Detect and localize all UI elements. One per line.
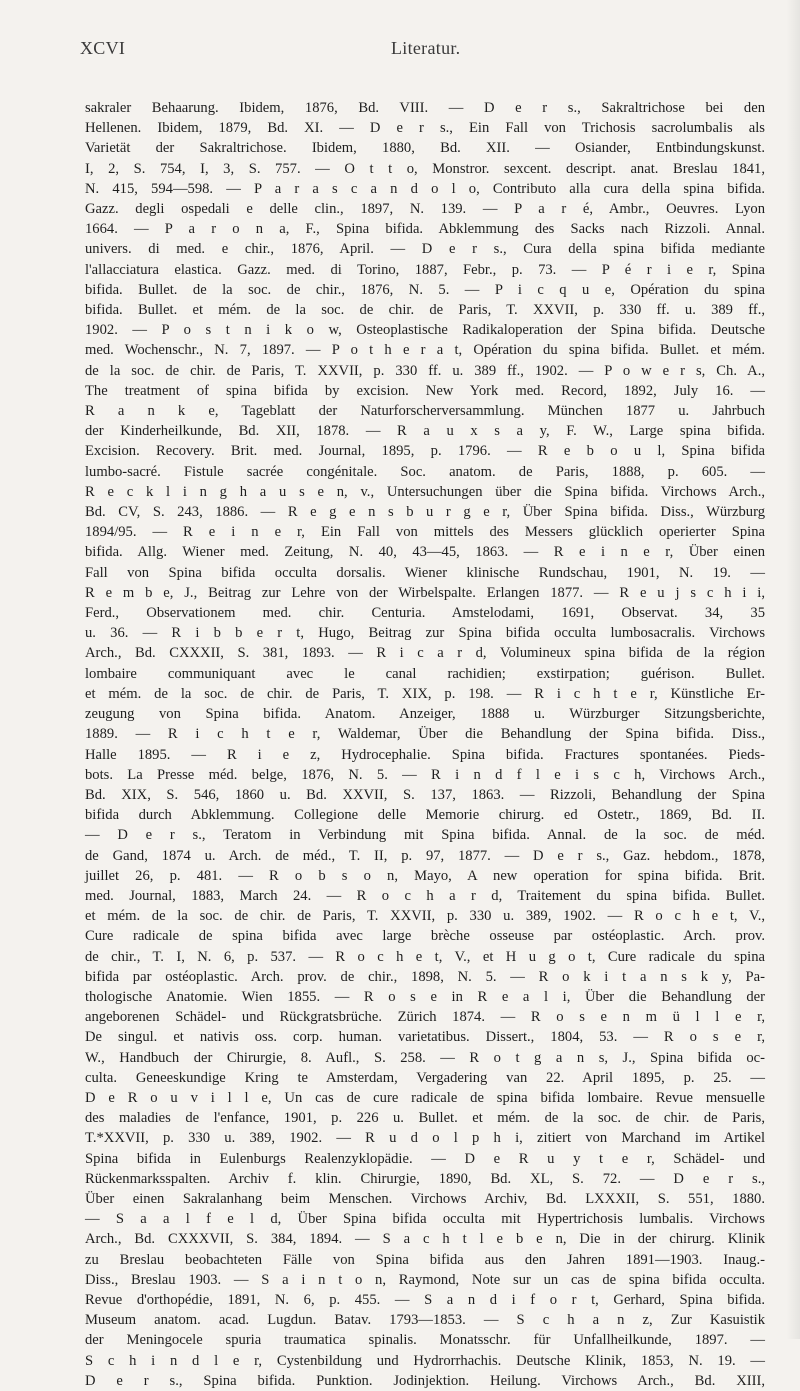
text-line: angeborenen Schädel- und Rückgratsbrüche. Zürich 1874. — R o s e n m ü l l e r, xyxy=(85,1009,765,1026)
text-line: De singul. et nativis oss. corp. human. varietatibus. Dissert., 1804, 53. — R o s e r, xyxy=(85,1029,765,1046)
text-line: 1889. — R i c h t e r, Waldemar, Über die Behandlung der Spina bifida. Diss., xyxy=(85,726,765,743)
text-line: Diss., Breslau 1903. — S a i n t o n, Raymond, Note sur un cas de spina bifida occulta. xyxy=(85,1271,765,1288)
text-line: bifida. Bullet. et mém. de la soc. de chir. de Paris, T. XXVII, p. 330 ff. u. 389 ff., xyxy=(85,302,765,319)
text-line: med. Journal, 1883, March 24. — R o c h a r d, Traitement du spina bifida. Bullet. xyxy=(85,887,765,904)
text-line: Excision. Recovery. Brit. med. Journal, 1895, p. 1796. — R e b o u l, Spina bifida xyxy=(85,443,765,460)
text-line: 1902. — P o s t n i k o w, Osteoplastische Radikaloperation der Spina bifida. Deutsche xyxy=(85,322,765,339)
text-line: — S a a l f e l d, Über Spina bifida occulta mit Hypertrichosis lumbalis. Virchows xyxy=(85,1211,765,1228)
text-line: der Kinderheilkunde, Bd. XII, 1878. — R a u x s a y, F. W., Large spina bifida. xyxy=(85,423,765,440)
text-line: T.*XXVII, p. 330 u. 389, 1902. — R u d o l p h i, zitiert von Marchand im Artikel xyxy=(85,1130,765,1147)
text-line: Rückenmarksspalten. Archiv f. klin. Chirurgie, 1890, Bd. XL, S. 72. — D e r s., xyxy=(85,1170,765,1187)
text-line: Bd. CV, S. 243, 1886. — R e g e n s b u r g e r, Über Spina bifida. Diss., Würzburg xyxy=(85,504,765,521)
text-line: Gazz. degli ospedali e delle clin., 1897, N. 139. — P a r é, Ambr., Oeuvres. Lyon xyxy=(85,201,765,218)
text-line: univers. di med. e chir., 1876, April. — D e r s., Cura della spina bifida mediante xyxy=(85,241,765,258)
text-line: de la soc. de chir. de Paris, T. XXVII, p. 330 ff. u. 389 ff., 1902. — P o w e r s, Ch. A., xyxy=(85,362,765,379)
text-line: Ferd., Observationem med. chir. Centuria. Amstelodami, 1691, Observat. 34, 35 xyxy=(85,605,765,622)
text-line: u. 36. — R i b b e r t, Hugo, Beitrag zur Spina bifida occulta lumbosacralis. Virchows xyxy=(85,625,765,642)
text-line: zu Breslau beobachteten Fälle von Spina bifida aus den Jahren 1891—1903. Inaug.- xyxy=(85,1251,765,1268)
text-line: Hellenen. Ibidem, 1879, Bd. XI. — D e r s., Ein Fall von Trichosis sacrolumbalis als xyxy=(85,120,765,137)
text-line: thologische Anatomie. Wien 1855. — R o s e in R e a l i, Über die Behandlung der xyxy=(85,988,765,1005)
text-line: The treatment of spina bifida by excision. New York med. Record, 1892, July 16. — xyxy=(85,382,765,399)
text-line: Arch., Bd. CXXXII, S. 381, 1893. — R i c a r d, Volumineux spina bifida de la région xyxy=(85,645,765,662)
text-line: I, 2, S. 754, I, 3, S. 757. — O t t o, Monstror. sexcent. descript. anat. Breslau 1841, xyxy=(85,160,765,177)
text-line: R e c k l i n g h a u s e n, v., Untersuchungen über die Spina bifida. Virchows Arch., xyxy=(85,483,765,500)
text-line: D e r s., Spina bifida. Punktion. Jodinjektion. Heilung. Virchows Arch., Bd. XIII, xyxy=(85,1372,765,1389)
text-line: W., Handbuch der Chirurgie, 8. Aufl., S. 258. — R o t g a n s, J., Spina bifida oc- xyxy=(85,1049,765,1066)
text-line: R e m b e, J., Beitrag zur Lehre von der Wirbelspalte. Erlangen 1877. — R e u j s c h i i, xyxy=(85,584,765,601)
page-header xyxy=(80,38,740,64)
text-line: sakraler Behaarung. Ibidem, 1876, Bd. VIII. — D e r s., Sakraltrichose bei den xyxy=(85,100,765,116)
running-title: Literatur. xyxy=(391,38,461,58)
text-line: de Gand, 1874 u. Arch. de méd., T. II, p. 97, 1877. — D e r s., Gaz. hebdom., 1878, xyxy=(85,847,765,864)
text-line: S c h i n d l e r, Cystenbildung und Hydrorrhachis. Deutsche Klinik, 1853, N. 19. — xyxy=(85,1352,765,1369)
text-line: Fall von Spina bifida occulta dorsalis. Wiener klinische Rundschau, 1901, N. 19. — xyxy=(85,564,765,581)
text-line: med. Wochenschr., N. 7, 1897. — P o t h e r a t, Opération du spina bifida. Bullet. et mém. xyxy=(85,342,765,359)
text-line: zeugung von Spina bifida. Anatom. Anzeiger, 1888 u. Würzburger Sitzungsberichte, xyxy=(85,706,765,723)
text-line: Cure radicale de spina bifida avec large brèche osseuse par ostéoplastic. Arch. prov. xyxy=(85,928,765,945)
text-line: R a n k e, Tageblatt der Naturforscherversammlung. München 1877 u. Jahrbuch xyxy=(85,403,765,420)
text-line: D e R o u v i l l e, Un cas de cure radicale de spina bifida lombaire. Revue mensuelle xyxy=(85,1089,765,1106)
text-line: lumbo-sacré. Fistule sacrée congénitale. Soc. anatom. de Paris, 1888, p. 605. — xyxy=(85,463,765,480)
text-line: lombaire communiquant avec le canal rachidien; exstirpation; guérison. Bullet. xyxy=(85,665,765,682)
text-line: Museum anatom. acad. Lugdun. Batav. 1793—1853. — S c h a n z, Zur Kasuistik xyxy=(85,1312,765,1329)
text-line: N. 415, 594—598. — P a r a s c a n d o l o, Contributo alla cura della spina bifida. xyxy=(85,180,765,197)
text-line: bots. La Presse méd. belge, 1876, N. 5. — R i n d f l e i s c h, Virchows Arch., xyxy=(85,766,765,783)
text-line: Bd. XIX, S. 546, 1860 u. Bd. XXVII, S. 137, 1863. — Rizzoli, Behandlung der Spina xyxy=(85,786,765,803)
text-line: l'allacciatura elastica. Gazz. med. di Torino, 1887, Febr., p. 73. — P é r i e r, Spina xyxy=(85,261,765,278)
text-line: Varietät der Sakraltrichose. Ibidem, 1880, Bd. XII. — Osiander, Entbindungskunst. xyxy=(85,140,765,157)
text-line: bifida par ostéoplastic. Arch. prov. de chir., 1898, N. 5. — R o k i t a n s k y, Pa- xyxy=(85,968,765,985)
text-line: bifida. Allg. Wiener med. Zeitung, N. 40, 43—45, 1863. — R e i n e r, Über einen xyxy=(85,544,765,561)
text-line: Über einen Sakralanhang beim Menschen. Virchows Archiv, Bd. LXXXII, S. 551, 1880. xyxy=(85,1190,765,1207)
text-line: juillet 26, p. 481. — R o b s o n, Mayo, A new operation for spina bifida. Brit. xyxy=(85,867,765,884)
bibliography-text xyxy=(85,98,765,1391)
text-line: et mém. de la soc. de chir. de Paris, T. XXVII, p. 330 u. 389, 1902. — R o c h e t, V., xyxy=(85,908,765,925)
text-line: Halle 1895. — R i e z, Hydrocephalie. Spina bifida. Fractures spontanées. Pieds- xyxy=(85,746,765,763)
text-line: de chir., T. I, N. 6, p. 537. — R o c h e t, V., et H u g o t, Cure radicale du spina xyxy=(85,948,765,965)
text-line: culta. Geneeskundige Kring te Amsterdam, Vergadering van 22. April 1895, p. 25. — xyxy=(85,1069,765,1086)
text-line: Spina bifida in Eulenburgs Realenzyklopädie. — D e R u y t e r, Schädel- und xyxy=(85,1150,765,1167)
text-line: 1664. — P a r o n a, F., Spina bifida. Abklemmung des Sacks nach Rizzoli. Annal. xyxy=(85,221,765,238)
text-line: bifida durch Abklemmung. Collegione delle Memorie chirurg. ed Ostetr., 1869, Bd. II. xyxy=(85,807,765,824)
text-line: Arch., Bd. CXXXVII, S. 384, 1894. — S a c h t l e b e n, Die in der chirurg. Klinik xyxy=(85,1231,765,1248)
text-line: 1894/95. — R e i n e r, Ein Fall von mittels des Messers glücklich operierter Spina xyxy=(85,524,765,541)
page-edge-shadow xyxy=(786,0,800,1339)
text-line: der Meningocele spuria traumatica spinalis. Monatsschr. für Unfallheilkunde, 1897. — xyxy=(85,1332,765,1349)
text-line: bifida. Bullet. de la soc. de chir., 1876, N. 5. — P i c q u e, Opération du spina xyxy=(85,281,765,298)
text-line: des maladies de l'enfance, 1901, p. 226 u. Bullet. et mém. de la soc. de chir. de Paris, xyxy=(85,1110,765,1127)
text-line: Revue d'orthopédie, 1891, N. 6, p. 455. — S a n d i f o r t, Gerhard, Spina bifida. xyxy=(85,1291,765,1308)
text-line: — D e r s., Teratom in Verbindung mit Spina bifida. Annal. de la soc. de méd. xyxy=(85,827,765,844)
text-line: et mém. de la soc. de chir. de Paris, T. XIX, p. 198. — R i c h t e r, Künstliche Er- xyxy=(85,685,765,702)
page-number: XCVI xyxy=(80,38,126,58)
